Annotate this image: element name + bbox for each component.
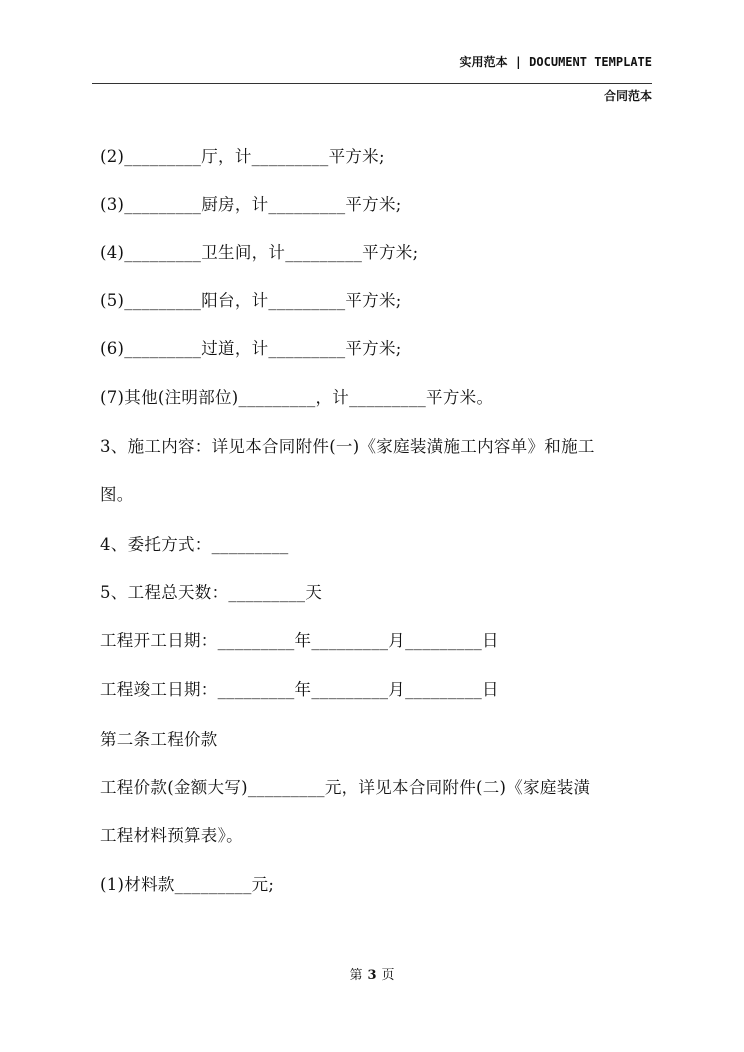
line-kitchen-area: (3)_________厨房，计_________平方米; bbox=[100, 195, 402, 214]
footer-prefix: 第 bbox=[349, 968, 363, 983]
footer-suffix: 页 bbox=[381, 968, 395, 983]
page-number: 3 bbox=[367, 968, 377, 983]
header-divider bbox=[92, 83, 652, 84]
line-hallway-area: (6)_________过道，计_________平方米; bbox=[100, 339, 402, 358]
line-commission-method: 4、委托方式：_________ bbox=[100, 535, 289, 554]
line-bathroom-area: (4)_________卫生间，计_________平方米; bbox=[100, 243, 419, 262]
line-hall-area: (2)_________厅，计_________平方米; bbox=[100, 147, 385, 166]
header-title: 实用范本 | DOCUMENT TEMPLATE bbox=[459, 55, 652, 69]
line-completion-date: 工程竣工日期：_________年_________月_________日 bbox=[100, 680, 499, 699]
line-project-price: 工程价款(金额大写)_________元，详见本合同附件(二)《家庭装潢 bbox=[100, 778, 591, 797]
line-balcony-area: (5)_________阳台，计_________平方米; bbox=[100, 291, 402, 310]
line-construction-content: 3、施工内容：详见本合同附件(一)《家庭装潢施工内容单》和施工 bbox=[100, 437, 595, 456]
line-start-date: 工程开工日期：_________年_________月_________日 bbox=[100, 631, 499, 650]
line-material-cost: (1)材料款_________元; bbox=[100, 875, 275, 894]
page-footer bbox=[0, 964, 744, 983]
line-construction-content-cont: 图。 bbox=[100, 485, 134, 504]
section-heading-price: 第二条工程价款 bbox=[100, 730, 218, 749]
line-other-area: (7)其他(注明部位)_________，计_________平方米。 bbox=[100, 388, 494, 407]
line-total-days: 5、工程总天数：_________天 bbox=[100, 583, 323, 602]
line-project-price-cont: 工程材料预算表》。 bbox=[100, 826, 243, 845]
header-subtitle: 合同范本 bbox=[603, 89, 652, 103]
